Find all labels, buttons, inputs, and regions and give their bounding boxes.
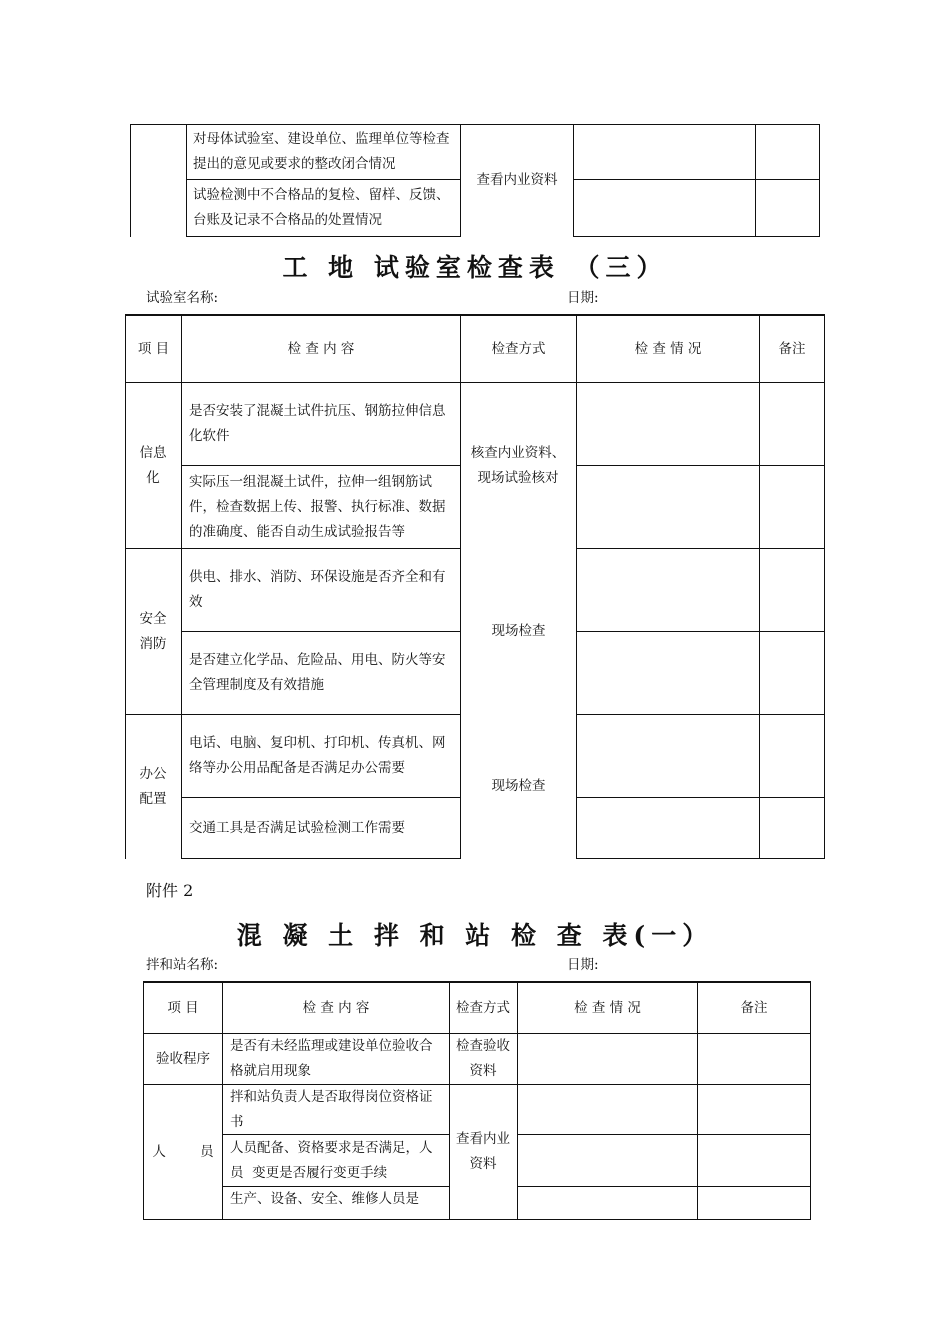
check-content-cell: 人员配备、资格要求是否满足，人员 变更是否履行变更手续 bbox=[230, 1139, 433, 1181]
check-content-cell: 电话、电脑、复印机、打印机、传真机、网络等办公用品配备是否满足办公需要 bbox=[189, 735, 446, 776]
check-content-cell: 生产、设备、安全、维修人员是 bbox=[230, 1191, 419, 1207]
item-office-config: 办公配置 bbox=[139, 766, 167, 807]
check-content-cell: 是否有未经监理或建设单位验收合格就启用现象 bbox=[230, 1038, 433, 1079]
header-item: 项 目 bbox=[137, 340, 170, 357]
check-content-cell: 试验检测中不合格品的复检、留样、反馈、台账及记录不合格品的处置情况 bbox=[193, 187, 450, 228]
header-item: 项 目 bbox=[167, 999, 199, 1016]
check-content-cell: 交通工具是否满足试验检测工作需要 bbox=[189, 819, 405, 836]
item-safety-fire: 安全消防 bbox=[139, 611, 167, 652]
mix-station-name-label: 拌和站名称: bbox=[146, 957, 219, 973]
item-informatization: 信息化 bbox=[139, 445, 167, 486]
check-method-cell: 检查验收资料 bbox=[456, 1038, 510, 1079]
section-title: 工 地 试验室检查表 （三） bbox=[282, 253, 668, 282]
item-acceptance: 验收程序 bbox=[156, 1050, 210, 1067]
item-personnel: 人 员 bbox=[152, 1143, 214, 1160]
check-content-cell: 是否建立化学品、危险品、用电、防火等安全管理制度及有效措施 bbox=[189, 652, 446, 693]
date-label: 日期: bbox=[567, 290, 599, 306]
check-method-cell: 查看内业资料 bbox=[476, 171, 558, 188]
check-content-cell: 对母体试验室、建设单位、监理单位等检查提出的意见或要求的整改闭合情况 bbox=[193, 131, 450, 172]
header-status: 检 查 情 况 bbox=[634, 340, 702, 357]
check-content-cell: 拌和站负责人是否取得岗位资格证书 bbox=[230, 1088, 433, 1130]
header-status: 检 查 情 况 bbox=[574, 999, 641, 1016]
check-method-cell: 现场检查 bbox=[491, 623, 546, 639]
header-remark: 备注 bbox=[740, 999, 768, 1016]
check-method-cell: 查看内业资料 bbox=[456, 1131, 510, 1172]
attachment-label: 附件 2 bbox=[146, 881, 194, 900]
check-content-cell: 是否安装了混凝土试件抗压、钢筋拉伸信息化软件 bbox=[189, 403, 446, 444]
check-content-cell: 供电、排水、消防、环保设施是否齐全和有效 bbox=[189, 569, 446, 610]
mix-station-title: 混 凝 土 拌 和 站 检 查 表(一） bbox=[236, 921, 714, 950]
header-method: 检查方式 bbox=[456, 999, 510, 1016]
check-method-cell: 现场检查 bbox=[491, 778, 546, 794]
header-remark: 备注 bbox=[778, 340, 806, 357]
lab-name-label: 试验室名称: bbox=[146, 290, 219, 306]
date-label: 日期: bbox=[567, 957, 599, 973]
check-content-cell: 实际压一组混凝土试件，拉伸一组钢筋试件，检查数据上传、报警、执行标准、数据的准确度、能否自动生成试验报告等 bbox=[189, 473, 446, 540]
check-method-cell: 核查内业资料、现场试验核对 bbox=[470, 444, 566, 486]
header-content: 检 查 内 容 bbox=[287, 340, 355, 357]
header-content: 检 查 内 容 bbox=[302, 999, 370, 1016]
header-method: 检查方式 bbox=[491, 340, 546, 357]
